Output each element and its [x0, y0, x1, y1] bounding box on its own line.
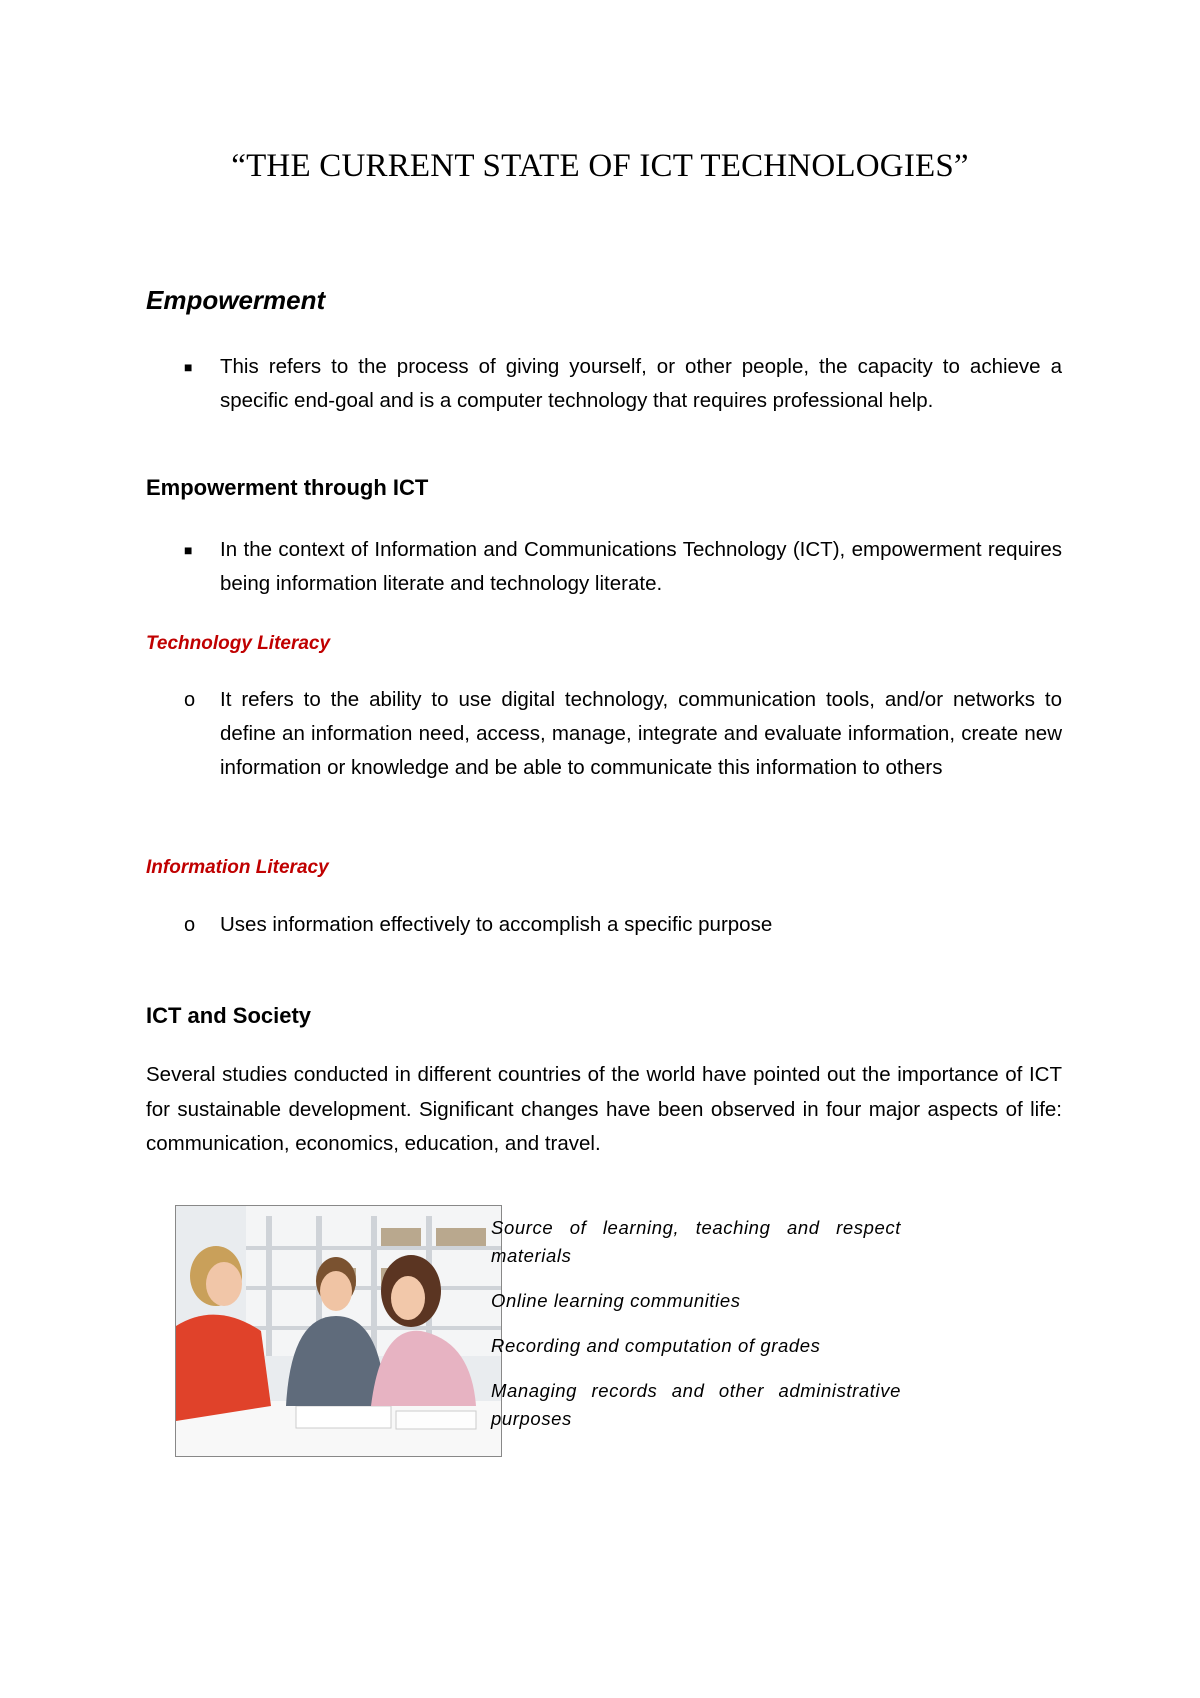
heading-information-literacy: Information Literacy: [146, 857, 329, 878]
list-item: Recording and computation of grades: [491, 1335, 821, 1356]
heading-technology-literacy: Technology Literacy: [146, 633, 331, 654]
page-title: “THE CURRENT STATE OF ICT TECHNOLOGIES”: [231, 148, 969, 184]
list-item: Online learning communities: [491, 1290, 741, 1311]
circle-bullet-icon: o: [184, 914, 196, 936]
heading-empowerment: Empowerment: [146, 285, 326, 315]
square-bullet-icon: ■: [184, 542, 193, 558]
students-studying-photo: [175, 1205, 502, 1457]
list-item: Source of learning, teaching and respect materials: [491, 1217, 901, 1266]
square-bullet-icon: ■: [184, 359, 193, 375]
circle-bullet-icon: o: [184, 689, 196, 711]
list-item: Managing records and other administrative purposes: [491, 1380, 901, 1429]
empowerment-ict-text: In the context of Information and Communications Technology (ICT), empowerment requires being information literate and technology literate.: [220, 538, 1062, 595]
students-illustration: [176, 1206, 501, 1456]
heading-ict-and-society: ICT and Society: [146, 1003, 312, 1028]
technology-literacy-text: It refers to the ability to use digital technology, communication tools, and/or networks to define an information need, access, manage, integrate and evaluate information, create new information or knowledge and be able to communicate this information to others: [220, 688, 1062, 779]
ict-society-paragraph: Several studies conducted in different countries of the world have pointed out the importance of ICT for sustainable development. Significant changes have been observed in four major aspects of life: communication, economics, education, and travel.: [146, 1063, 1062, 1155]
information-literacy-text: Uses information effectively to accomplish a specific purpose: [220, 913, 773, 936]
education-uses-list: [491, 1214, 901, 1450]
heading-empowerment-through-ict: Empowerment through ICT: [146, 475, 429, 500]
empowerment-text: This refers to the process of giving yourself, or other people, the capacity to achieve a specific end-goal and is a computer technology that requires professional help.: [220, 355, 1062, 412]
